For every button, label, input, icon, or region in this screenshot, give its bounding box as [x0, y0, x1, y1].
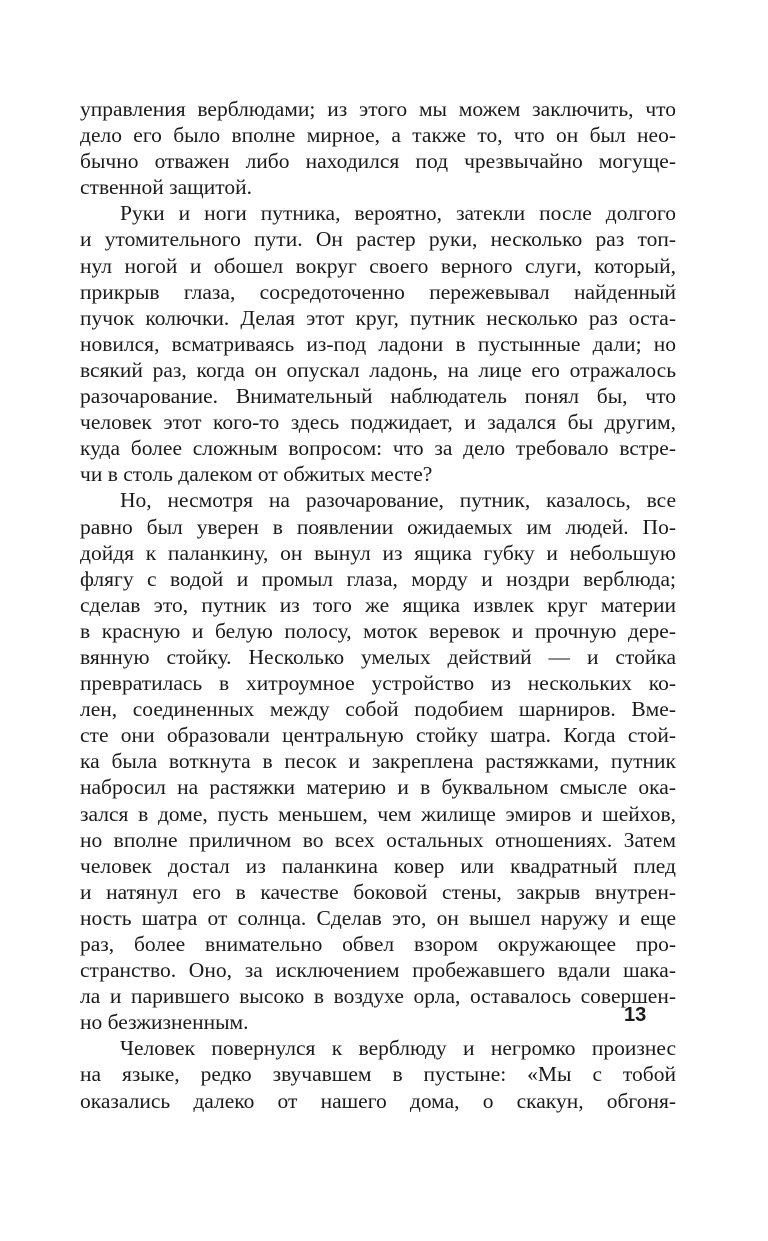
- text-line: человек достал из паланкина ковер или квадратный плед: [80, 853, 676, 878]
- text-line: оказались далеко от нашего дома, о скакун, обгоня-: [80, 1088, 676, 1113]
- text-line: и натянул его в качестве боковой стены, закрыв внутрен-: [80, 879, 676, 904]
- text-line: но безжизненным.: [80, 1010, 249, 1035]
- text-line: на языке, редко звучавшем в пустыне: «Мы с тобой: [80, 1062, 676, 1087]
- text-line: превратилась в хитроумное устройство из нескольких ко-: [80, 671, 676, 696]
- text-line: странство. Оно, за исключением пробежавшего вдали шака-: [80, 958, 676, 983]
- page-number: 13: [624, 1004, 647, 1026]
- page-text: [80, 96, 676, 1114]
- text-line: раз, более внимательно обвел взором окружающее про-: [80, 932, 676, 956]
- text-line: ственной защитой.: [80, 175, 252, 200]
- paragraph: [80, 96, 676, 200]
- text-line: дойдя к паланкину, он вынул из ящика губку и небольшую: [80, 540, 676, 565]
- text-line: сделав это, путник из того же ящика извлек круг материи: [80, 592, 676, 617]
- text-line: ла и парившего высоко в воздухе орла, оставалось совершен-: [80, 984, 676, 1009]
- text-line: новился, всматриваясь из-под ладони в пустынные дали; но: [80, 331, 676, 356]
- text-line: и утомительного пути. Он растер руки, несколько раз топ-: [80, 227, 676, 252]
- text-line: всякий раз, когда он опускал ладонь, на лице его отражалось: [80, 357, 676, 382]
- text-line: но вполне приличном во всех остальных отношениях. Затем: [80, 827, 676, 852]
- text-line: зался в доме, пусть меньшем, чем жилище эмиров и шейхов,: [80, 801, 676, 826]
- text-line: чи в столь далеком от обжитых месте?: [80, 462, 433, 487]
- text-line: Но, несмотря на разочарование, путник, казалось, все: [120, 488, 676, 513]
- text-line: Руки и ноги путника, вероятно, затекли после долгого: [120, 201, 676, 226]
- text-line: нул ногой и обошел вокруг своего верного слуги, который,: [80, 253, 676, 278]
- text-line: человек этот кого-то здесь поджидает, и задался бы другим,: [80, 410, 676, 435]
- text-line: вянную стойку. Несколько умелых действий — и стойка: [80, 644, 676, 669]
- text-line: в красную и белую полосу, моток веревок и прочную дере-: [80, 618, 676, 643]
- text-line: флягу с водой и промыл глаза, морду и ноздри верблюда;: [80, 566, 676, 591]
- text-line: куда более сложным вопросом: что за дело требовало встре-: [80, 436, 676, 461]
- text-line: ка была воткнута в песок и закреплена растяжками, путник: [80, 749, 676, 774]
- text-line: лен, соединенных между собой подобием шарниров. Вме-: [80, 697, 676, 722]
- text-line: сте они образовали центральную стойку шатра. Когда стой-: [80, 723, 676, 748]
- text-line: равно был уверен в появлении ожидаемых им людей. По-: [80, 514, 676, 539]
- text-line: ность шатра от солнца. Сделав это, он вышел наружу и еще: [80, 905, 676, 930]
- text-line: дело его было вполне мирное, а также то, что он был нео-: [80, 123, 676, 148]
- paragraph: [80, 487, 676, 1035]
- text-line: управления верблюдами; из этого мы можем заключить, что: [80, 97, 676, 121]
- text-line: бычно отважен либо находился под чрезвычайно могуще-: [80, 149, 676, 174]
- paragraph: [80, 200, 676, 487]
- text-line: пучок колючки. Делая этот круг, путник несколько раз оста-: [80, 305, 676, 330]
- text-line: Человек повернулся к верблюду и негромко произнес: [120, 1036, 676, 1061]
- text-line: прикрыв глаза, сосредоточенно пережевывал найденный: [80, 279, 676, 304]
- text-line: разочарование. Внимательный наблюдатель понял бы, что: [80, 384, 676, 409]
- paragraph: [80, 1035, 676, 1113]
- text-line: набросил на растяжки материю и в буквальном смысле ока-: [80, 775, 676, 800]
